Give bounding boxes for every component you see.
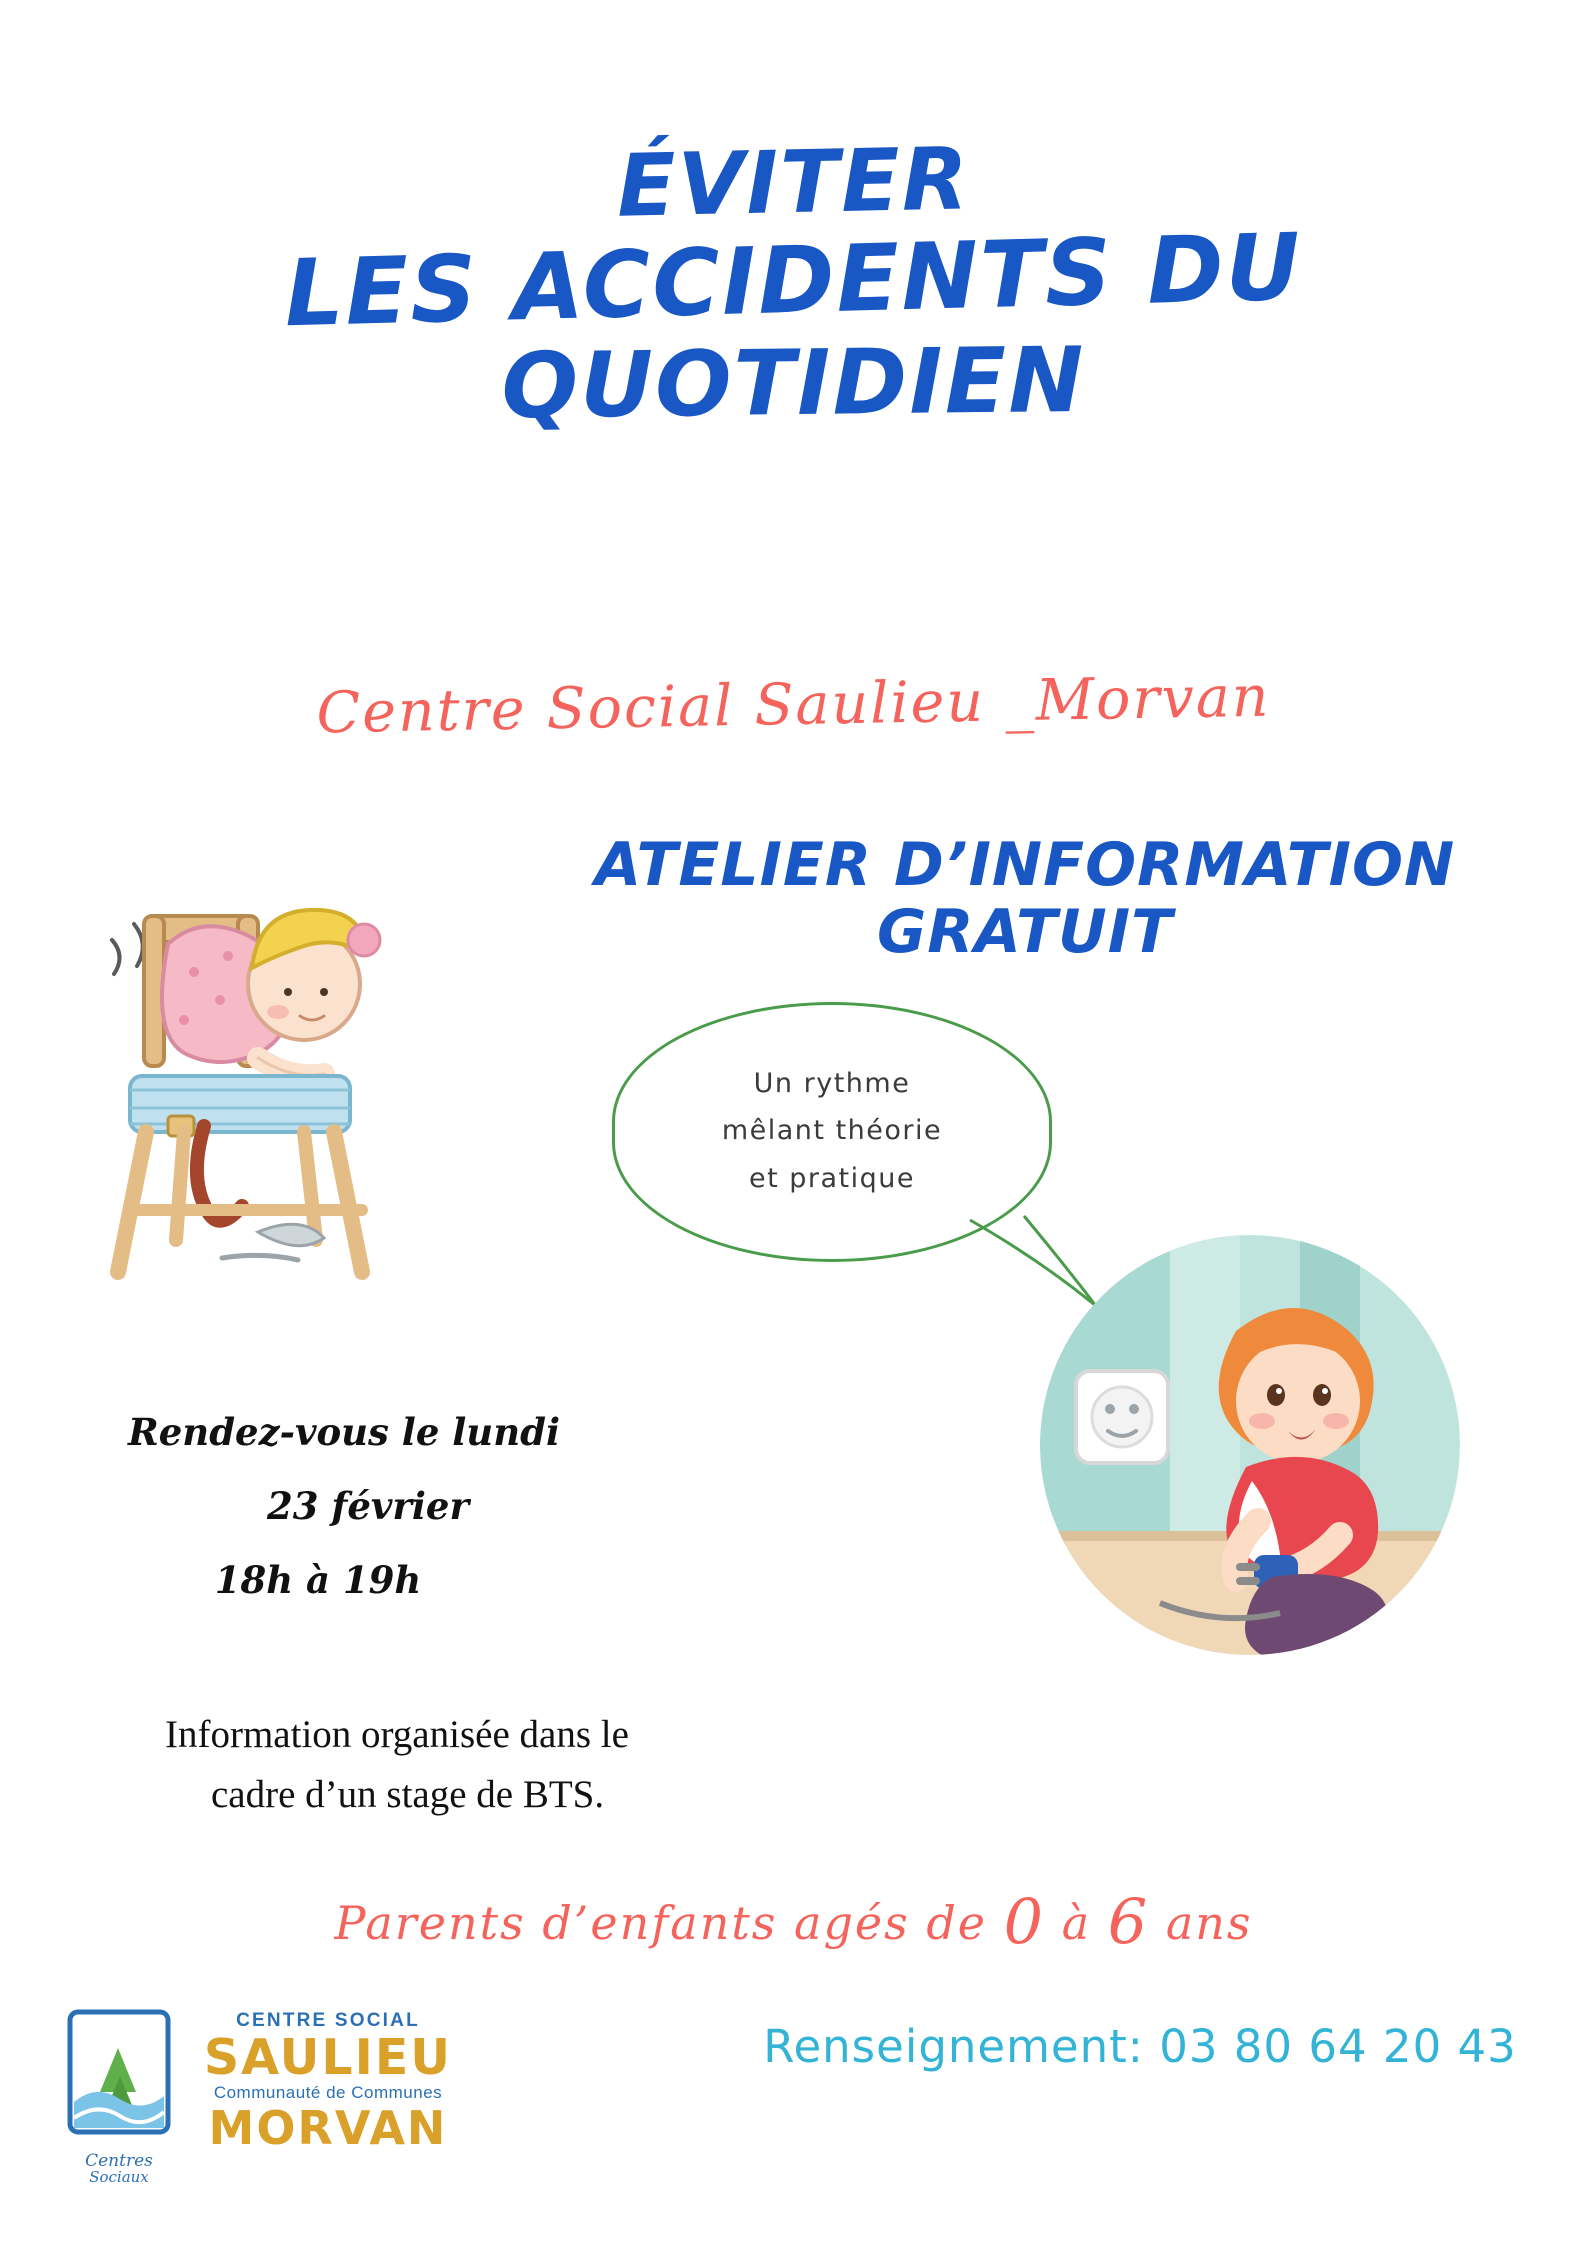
- note-line-1: Information organisée dans le: [165, 1713, 629, 1756]
- speech-bubble-text: [612, 1060, 1052, 1202]
- appointment-line-2: 23 février: [267, 1484, 469, 1528]
- bubble-line-2: mêlant théorie: [721, 1115, 943, 1147]
- organization-name: Centre Social Saulieu _Morvan: [315, 663, 1272, 747]
- audience-age-from: 0: [1003, 1885, 1046, 1958]
- audience-line: [0, 1885, 1587, 1958]
- workshop-subtitle: [520, 832, 1530, 966]
- logo-region: MORVAN: [208, 2101, 448, 2156]
- highchair-accident-illustration: [72, 880, 462, 1310]
- note-paragraph: [165, 1705, 845, 1826]
- title-line-1: ÉVITER: [616, 129, 971, 237]
- audience-prefix: Parents d’enfants agés de: [334, 1896, 1004, 1950]
- socket-accident-illustration: [1040, 1235, 1460, 1655]
- title-line-2: LES ACCIDENTS DU: [283, 213, 1304, 348]
- logo-cc-line: Communauté de Communes: [213, 2083, 443, 2103]
- logo-mark-icon: [60, 2006, 178, 2186]
- workshop-subtitle-line-2: GRATUIT: [876, 897, 1174, 968]
- audience-age-to: 6: [1107, 1885, 1150, 1958]
- appointment-block: [128, 1395, 688, 1617]
- note-line-2: cadre d’un stage de BTS.: [211, 1773, 605, 1817]
- page-title: [0, 129, 1587, 439]
- logo-name: SAULIEU: [203, 2029, 453, 2086]
- audience-middle: à: [1045, 1896, 1108, 1950]
- contact-info: Renseignement: 03 80 64 20 43: [763, 2020, 1517, 2073]
- bubble-line-3: et pratique: [748, 1162, 915, 1194]
- appointment-line-1: Rendez-vous le lundi: [128, 1410, 561, 1454]
- svg-text:Centres: Centres: [85, 2151, 153, 2171]
- logo-text: [188, 2010, 468, 2154]
- appointment-line-3: 18h à 19h: [214, 1558, 422, 1602]
- bubble-line-1: Un rythme: [753, 1068, 911, 1099]
- speech-bubble: [612, 1002, 1052, 1262]
- workshop-subtitle-line-1: ATELIER D’INFORMATION: [594, 830, 1456, 900]
- audience-suffix: ans: [1149, 1896, 1253, 1950]
- title-line-3: QUOTIDIEN: [500, 327, 1087, 439]
- logo: [60, 2000, 480, 2220]
- svg-text:Sociaux: Sociaux: [89, 2168, 149, 2186]
- logo-top-line: CENTRE SOCIAL: [236, 2010, 420, 2031]
